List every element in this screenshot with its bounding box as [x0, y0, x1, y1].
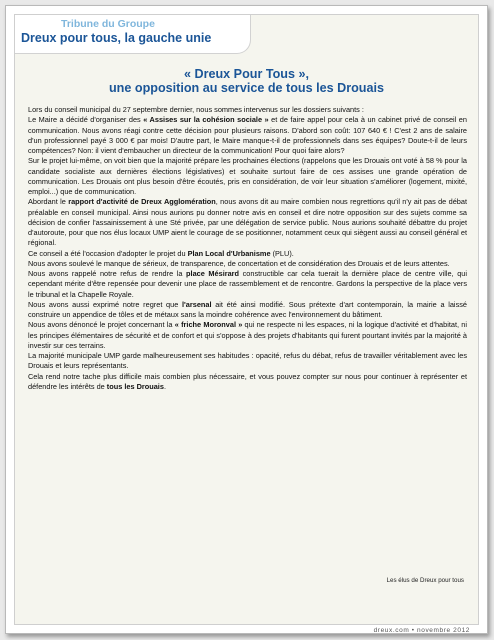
title-line-1: « Dreux Pour Tous »,	[183, 67, 310, 81]
group-name: Dreux pour tous, la gauche unie	[21, 31, 212, 45]
tribune-label: Tribune du Groupe	[61, 18, 155, 30]
article-body	[28, 105, 467, 392]
paragraph: Lors du conseil municipal du 27 septembre dernier, nous sommes intervenus sur les dossiers suivants :	[28, 105, 364, 114]
signature: Les élus de Dreux pour tous	[386, 577, 464, 584]
paragraph: Ce conseil a été l'occasion d'adopter le projet du Plan Local d'Urbanisme (PLU).	[28, 248, 294, 258]
emphasis: « Assises sur la cohésion sociale »	[143, 115, 269, 125]
paragraph: Nous avons soulevé le manque de sérieux, de transparence, de concertation et de considération des Drouais et de leurs attentes.	[28, 258, 450, 268]
article-panel	[14, 14, 479, 634]
paragraph: Nous avons rappelé notre refus de rendre la place Mésirard constructible car cela tuerait la dernière place de centre ville, qui cependant mérite d'être repensée pour devenir une place de rassemblement et de rencontre. Gardons la perspective de la place vers le tribunal et la Chapelle Royale.	[28, 269, 467, 299]
emphasis: tous les Drouais	[106, 381, 164, 391]
title-line-2: une opposition au service de tous les Drouais	[108, 81, 385, 95]
paragraph: Abordant le rapport d'activité de Dreux Agglomération, nous avons dit au maire combien nous regrettions qu'il n'y ait pas de débat préalable en conseil municipal. Ainsi nous aurions pu donner notre avis en conseil et dire notre opposition sur des sujets comme sa décision de confier l'assainissement à une Sté privée, par une délégation de service public. Nous aurions souhaité débattre du projet d'autoroute, pour que nos élus locaux UMP aient le courage de se positionner, notamment ceux qui siègent aussi au conseil général et régional.	[28, 197, 467, 248]
paragraph: Cela rend notre tache plus difficile mais combien plus nécessaire, et vous pouvez compter sur nous pour continuer à représenter et défendre les intérêts de tous les Drouais.	[28, 371, 467, 391]
emphasis: « friche Moronval »	[174, 320, 243, 330]
emphasis: Plan Local d'Urbanisme	[187, 248, 271, 258]
emphasis: place Mésirard	[186, 269, 240, 278]
paragraph: La majorité municipale UMP garde malheureusement ses habitudes : opacité, refus du débat, refus de travailler véritablement avec les Drouais et leurs représentants.	[28, 351, 467, 371]
paragraph: Nous avons dénoncé le projet concernant la « friche Moronval » qui ne respecte ni les espaces, ni la logique d'activité et d'habitat, ni les principes élémentaires de sécurité et de confort et qui s'oppose à des projets d'habitants qui furent pourtant invités par la majorité à investir sur ces terrains.	[28, 320, 467, 350]
tribune-header-tab	[15, 15, 251, 54]
article-title	[15, 67, 478, 95]
emphasis: rapport d'activité de Dreux Agglomération	[68, 197, 216, 207]
page-footer: dreux.com • novembre 2012	[373, 627, 470, 634]
paragraph: Nous avons aussi exprimé notre regret que l'arsenal ait été ainsi modifié. Sous prétexte d'art contemporain, la mairie a laissé construire un appendice de tôles et de métaux sans la moindre cohérence avec l'environnement du bâtiment.	[28, 299, 467, 319]
magazine-page	[5, 5, 488, 634]
paragraph: Sur le projet lui-même, on voit bien que la majorité prépare les prochaines élections (rappelons que les Drouais ont voté à 58 % pour la candidate socialiste aux dernières élections législatives) et souhaite surtout faire de ces assises une grande opération de communication. Les Drouais ont plus besoin d'être écoutés, pris en considération, de voir leur situation s'améliorer (logement, mixité, emploi...) que de communication.	[28, 156, 467, 196]
emphasis: l'arsenal	[182, 299, 212, 309]
paragraph: Le Maire a décidé d'organiser des « Assises sur la cohésion sociale » et de faire appel pour cela à un cabinet privé de conseil en communication. Nous avons réagi contre cette décision pour plusieurs raisons. D'abord son coût: 107 640 € ! C'est 2 ans de salaire d'un professionnel payé 3 000 € par mois! D'autre part, le Maire manque-t-il de professionnels dans ses équipes? Doute-t-il de leurs compétences? Non: il vient d'embaucher un directeur de la communication! Pour quoi faire alors?	[28, 115, 467, 155]
